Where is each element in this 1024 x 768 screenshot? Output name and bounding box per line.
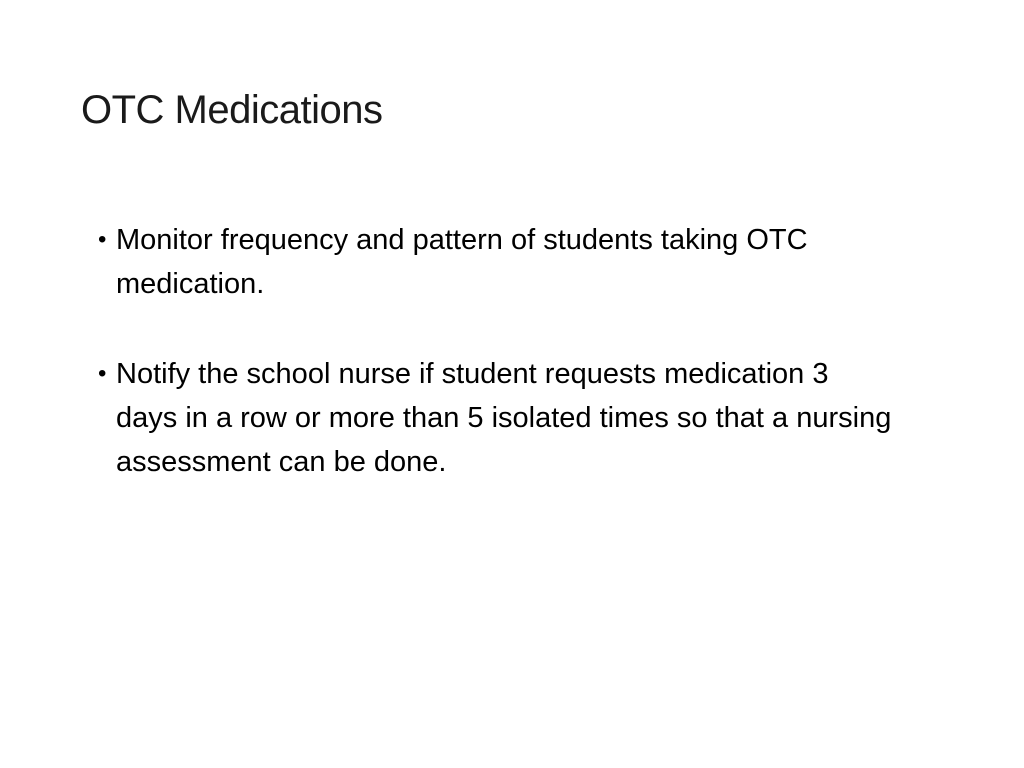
bullet-item	[96, 352, 896, 484]
bullet-text: Monitor frequency and pattern of students taking OTC medication.	[116, 224, 808, 300]
slide-title: OTC Medications	[81, 88, 383, 132]
bullet-dot-icon: •	[98, 226, 107, 253]
bullet-text: Notify the school nurse if student requests medication 3 days in a row or more than 5 isolated times so that a nursing assessment can be done.	[116, 358, 892, 478]
bullet-item	[96, 218, 896, 306]
bullet-list	[96, 218, 896, 484]
bullet-dot-icon: •	[98, 360, 107, 387]
